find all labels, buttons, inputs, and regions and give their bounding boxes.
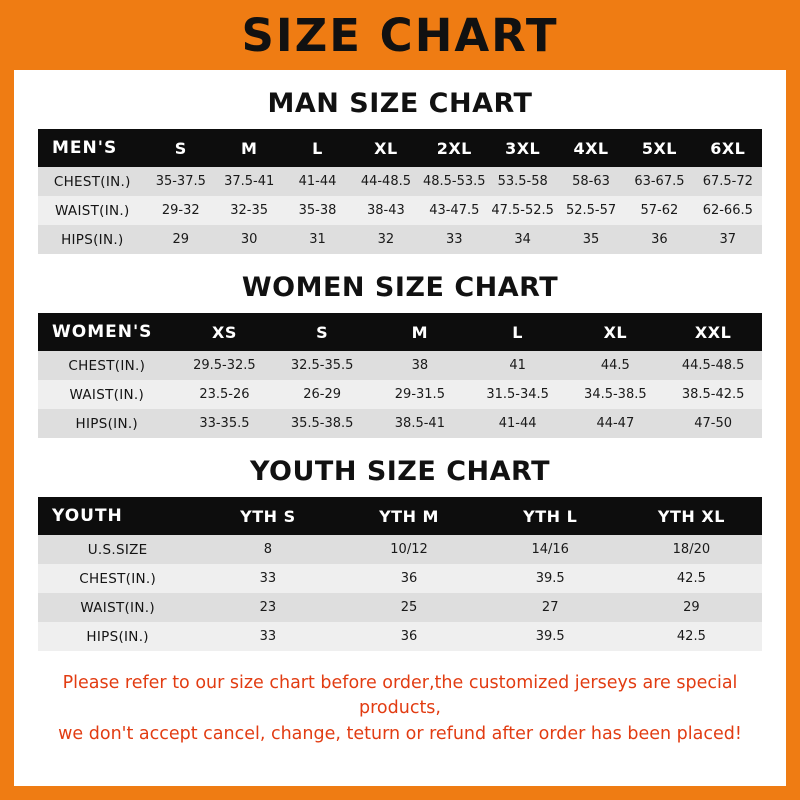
column-header: XXL [664,313,762,351]
table-cell: 41-44 [283,167,351,196]
column-header: WOMEN'S [38,313,176,351]
table-row [38,380,762,409]
table-cell: 62-66.5 [694,196,762,225]
table-cell: 32.5-35.5 [273,351,371,380]
youth-size-table [38,497,762,651]
table-cell: 32 [352,225,420,254]
table-cell: 35-37.5 [147,167,215,196]
table-cell: 44.5 [566,351,664,380]
table-cell: 14/16 [480,535,621,564]
column-header: YTH L [480,497,621,535]
column-header: YOUTH [38,497,197,535]
table-cell: 23.5-26 [176,380,274,409]
table-cell: 32-35 [215,196,283,225]
table-cell: 53.5-58 [488,167,556,196]
table-cell: 37 [694,225,762,254]
table-cell: 35 [557,225,625,254]
table-cell: 38.5-41 [371,409,469,438]
header-band [0,0,800,70]
table-cell: 42.5 [621,564,762,593]
table-cell: 23 [197,593,338,622]
column-header: YTH M [338,497,479,535]
table-cell: 42.5 [621,622,762,651]
table-cell: 44.5-48.5 [664,351,762,380]
women-section-title: WOMEN SIZE CHART [241,272,559,303]
table-cell: 57-62 [625,196,693,225]
column-header: 5XL [625,129,693,167]
table-cell: 35.5-38.5 [273,409,371,438]
table-cell: 29.5-32.5 [176,351,274,380]
table-row [38,351,762,380]
table-cell: 33-35.5 [176,409,274,438]
table-cell: 27 [480,593,621,622]
table-cell: 47-50 [664,409,762,438]
column-header: L [283,129,351,167]
footer-note-line-1: Please refer to our size chart before order,the customized jerseys are special products, [62,673,738,719]
table-cell: 58-63 [557,167,625,196]
row-label: HIPS(IN.) [38,225,147,254]
table-header-row [38,313,762,351]
table-cell: 38.5-42.5 [664,380,762,409]
footer-note [14,671,786,747]
women-size-table [38,313,762,438]
table-cell: 48.5-53.5 [420,167,488,196]
column-header: 2XL [420,129,488,167]
bottom-band [0,786,800,800]
table-cell: 52.5-57 [557,196,625,225]
row-label: WAIST(IN.) [38,380,176,409]
table-cell: 39.5 [480,564,621,593]
row-label: WAIST(IN.) [38,196,147,225]
column-header: XL [352,129,420,167]
footer-note-line-2: we don't accept cancel, change, teturn or refund after order has been placed! [58,723,742,744]
table-cell: 8 [197,535,338,564]
column-header: M [215,129,283,167]
column-header: MEN'S [38,129,147,167]
table-cell: 30 [215,225,283,254]
youth-section-title: YOUTH SIZE CHART [249,456,551,487]
table-cell: 47.5-52.5 [488,196,556,225]
table-row [38,593,762,622]
table-row [38,196,762,225]
column-header: 4XL [557,129,625,167]
youth-size-section [14,456,786,651]
table-cell: 44-48.5 [352,167,420,196]
table-row [38,225,762,254]
men-size-section [14,88,786,254]
table-cell: 29-31.5 [371,380,469,409]
table-cell: 26-29 [273,380,371,409]
table-cell: 41 [469,351,567,380]
column-header: S [273,313,371,351]
table-cell: 44-47 [566,409,664,438]
table-cell: 31.5-34.5 [469,380,567,409]
table-cell: 38-43 [352,196,420,225]
table-header-row [38,129,762,167]
row-label: CHEST(IN.) [38,351,176,380]
row-label: HIPS(IN.) [38,622,197,651]
table-cell: 34.5-38.5 [566,380,664,409]
table-cell: 25 [338,593,479,622]
table-cell: 18/20 [621,535,762,564]
table-header-row [38,497,762,535]
row-label: HIPS(IN.) [38,409,176,438]
table-cell: 33 [420,225,488,254]
row-label: U.S.SIZE [38,535,197,564]
table-cell: 39.5 [480,622,621,651]
table-row [38,167,762,196]
row-label: WAIST(IN.) [38,593,197,622]
page-title: SIZE CHART [241,8,559,62]
column-header: YTH XL [621,497,762,535]
table-cell: 35-38 [283,196,351,225]
table-cell: 33 [197,564,338,593]
column-header: XL [566,313,664,351]
row-label: CHEST(IN.) [38,564,197,593]
table-row [38,409,762,438]
column-header: XS [176,313,274,351]
table-row [38,535,762,564]
table-cell: 10/12 [338,535,479,564]
men-size-table [38,129,762,254]
table-cell: 67.5-72 [694,167,762,196]
men-section-title: MAN SIZE CHART [267,88,533,119]
table-cell: 43-47.5 [420,196,488,225]
table-cell: 37.5-41 [215,167,283,196]
column-header: 6XL [694,129,762,167]
column-header: YTH S [197,497,338,535]
column-header: S [147,129,215,167]
table-cell: 29 [147,225,215,254]
table-cell: 38 [371,351,469,380]
column-header: M [371,313,469,351]
table-cell: 31 [283,225,351,254]
table-cell: 63-67.5 [625,167,693,196]
row-label: CHEST(IN.) [38,167,147,196]
table-cell: 36 [625,225,693,254]
table-cell: 29 [621,593,762,622]
women-size-section [14,272,786,438]
table-cell: 33 [197,622,338,651]
table-cell: 29-32 [147,196,215,225]
table-row [38,622,762,651]
table-cell: 34 [488,225,556,254]
column-header: 3XL [488,129,556,167]
table-cell: 41-44 [469,409,567,438]
table-cell: 36 [338,564,479,593]
table-row [38,564,762,593]
column-header: L [469,313,567,351]
table-cell: 36 [338,622,479,651]
